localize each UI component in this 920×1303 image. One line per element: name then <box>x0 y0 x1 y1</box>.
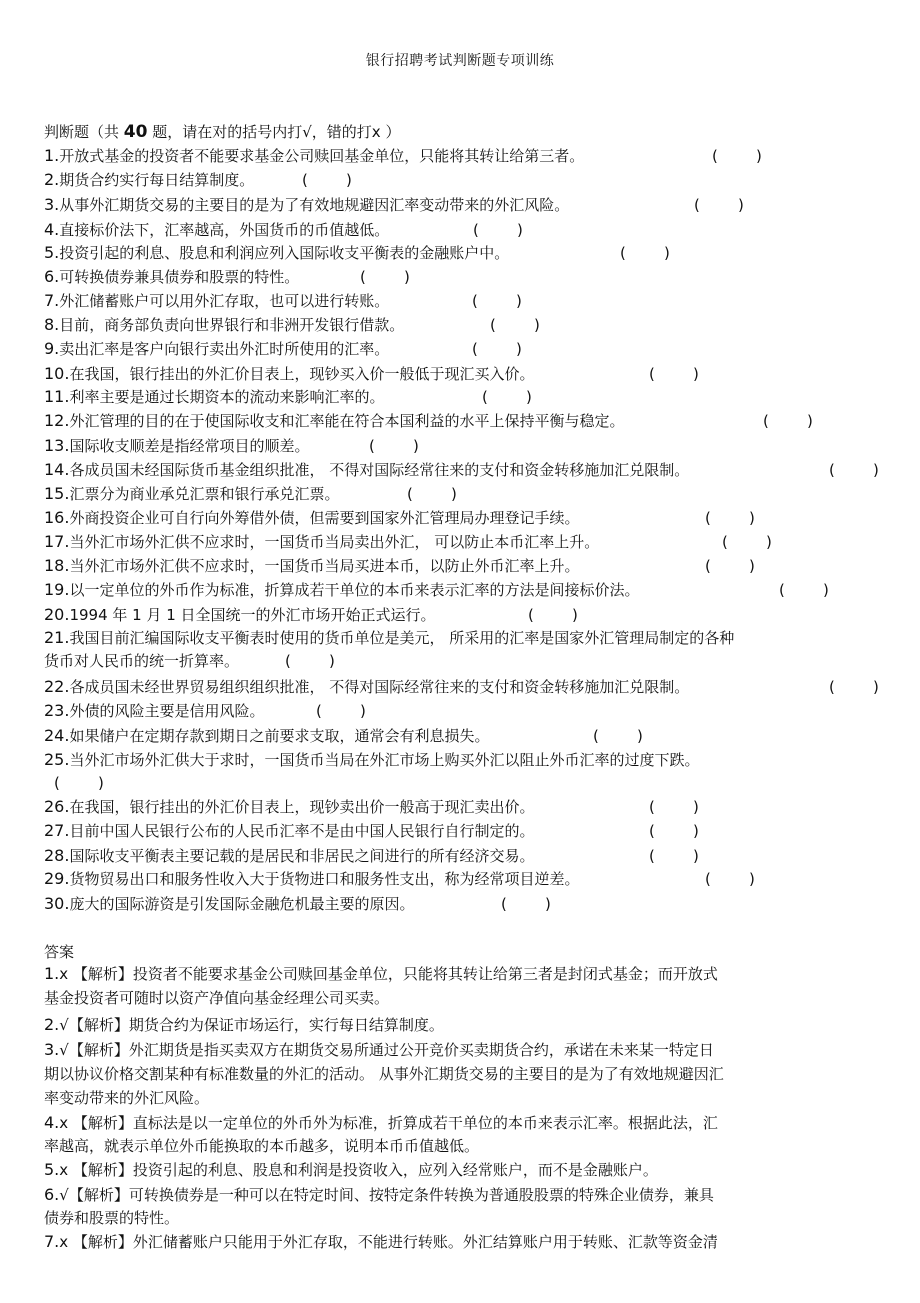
question-number: 18. <box>44 556 70 575</box>
question-text: 目前，商务部负责向世界银行和非洲开发银行借款。 <box>59 316 405 334</box>
question-text: 我国目前汇编国际收支平衡表时使用的货币单位是美元， 所采用的汇率是国家外汇管理局制定的各种 <box>69 629 735 647</box>
question-item <box>44 146 762 166</box>
question-item <box>44 532 772 552</box>
question-item <box>44 556 755 576</box>
question-text: 外汇管理的目的在于使国际收支和汇率能在符合本国利益的水平上保持平衡与稳定。 <box>69 412 625 430</box>
question-text: 当外汇市场外汇供大于求时，一国货币当局在外汇市场上购买外汇以阻止外币汇率的过度下跌。 <box>69 751 700 769</box>
question-text: 外债的风险主要是信用风险。 <box>69 702 265 720</box>
answer-blank[interactable]: ( ) <box>763 412 813 430</box>
question-number: 28. <box>44 846 70 865</box>
answer-blank[interactable]: ( ) <box>285 652 335 670</box>
answer-number: 3. <box>44 1040 60 1059</box>
answer-blank[interactable]: ( ) <box>705 870 755 888</box>
answer-text: 期以协议价格交割某种有标准数量的外汇的活动。 从事外汇期货交易的主要目的是为了有效地规避因汇 <box>44 1065 724 1083</box>
answer-item <box>44 1113 718 1133</box>
document-title: 银行招聘考试判断题专项训练 <box>365 53 555 69</box>
answer-blank[interactable]: ( ) <box>649 847 699 865</box>
answer-blank[interactable]: ( ) <box>712 147 762 165</box>
question-number: 29. <box>44 869 70 888</box>
question-item <box>44 291 522 311</box>
answer-item <box>44 1232 718 1252</box>
question-number: 2. <box>44 170 60 189</box>
question-item <box>44 580 829 600</box>
question-number: 19. <box>44 580 70 599</box>
answer-blank[interactable]: ( ) <box>779 581 829 599</box>
instruction-line <box>44 121 400 142</box>
question-number: 25. <box>44 750 70 769</box>
question-number: 12. <box>44 411 70 430</box>
question-text: 外商投资企业可自行向外筹借外债，但需要到国家外汇管理局办理登记手续。 <box>69 509 580 527</box>
question-number: 22. <box>44 677 70 696</box>
question-item <box>44 508 755 528</box>
answer-item <box>44 964 718 984</box>
answer-text: 基金投资者可随时以资产净值向基金经理公司买卖。 <box>44 989 390 1007</box>
answer-number: 1. <box>44 964 60 983</box>
question-text: 当外汇市场外汇供不应求时，一国货币当局卖出外汇， 可以防止本币汇率上升。 <box>69 533 600 551</box>
question-item <box>44 846 699 866</box>
question-text: 在我国，银行挂出的外汇价目表上，现钞买入价一般低于现汇买入价。 <box>69 365 535 383</box>
answer-item <box>44 1015 444 1035</box>
answer-blank[interactable]: ( ) <box>472 340 522 358</box>
answer-blank[interactable]: ( ) <box>829 678 879 696</box>
question-number: 11. <box>44 387 70 406</box>
question-item <box>44 701 366 721</box>
question-item <box>44 677 879 697</box>
instruction-prefix: 判断题（共 <box>44 123 120 141</box>
question-number: 24. <box>44 726 70 745</box>
answer-item <box>44 1185 714 1205</box>
question-text: 汇票分为商业承兑汇票和银行承兑汇票。 <box>69 485 340 503</box>
question-item <box>44 869 755 889</box>
question-item <box>44 339 522 359</box>
answer-blank[interactable]: ( ) <box>472 292 522 310</box>
question-text: 货币对人民币的统一折算率。 <box>44 652 240 670</box>
answer-blank[interactable]: ( ) <box>593 727 643 745</box>
answer-number: 2. <box>44 1015 60 1034</box>
question-text: 可转换债券兼具债券和股票的特性。 <box>59 268 300 286</box>
question-text: 各成员国未经国际货币基金组织批准， 不得对国际经常往来的支付和资金转移施加汇兑限制。 <box>69 461 690 479</box>
question-number: 26. <box>44 797 70 816</box>
answer-item <box>44 1160 658 1180</box>
answer-blank[interactable]: ( ) <box>473 221 523 239</box>
question-item <box>44 436 419 456</box>
question-number: 3. <box>44 195 60 214</box>
question-item <box>44 750 699 770</box>
question-number: 15. <box>44 484 70 503</box>
question-text: 开放式基金的投资者不能要求基金公司赎回基金单位，只能将其转让给第三者。 <box>59 147 585 165</box>
question-number: 1. <box>44 146 60 165</box>
question-number: 16. <box>44 508 70 527</box>
answer-blank[interactable]: ( ) <box>528 606 578 624</box>
question-number: 8. <box>44 315 60 334</box>
answer-text: √【解析】外汇期货是指买卖双方在期货交易所通过公开竞价买卖期货合约，承诺在未来某一特定日 <box>59 1041 714 1059</box>
question-text: 庞大的国际游资是引发国际金融危机最主要的原因。 <box>69 895 415 913</box>
question-item <box>44 894 551 914</box>
answer-text: 率变动带来的外汇风险。 <box>44 1089 210 1107</box>
instruction-suffix: 题，请在对的括号内打√，错的打x ） <box>152 123 401 141</box>
question-item <box>44 243 670 263</box>
question-number: 5. <box>44 243 60 262</box>
question-item <box>44 364 699 384</box>
answer-item <box>44 1088 209 1108</box>
question-text: 期货合约实行每日结算制度。 <box>59 171 255 189</box>
question-item <box>44 267 410 287</box>
question-text: 在我国，银行挂出的外汇价目表上，现钞卖出价一般高于现汇卖出价。 <box>69 798 535 816</box>
question-number: 20. <box>44 605 70 624</box>
answer-blank[interactable]: ( ) <box>829 461 879 479</box>
answer-blank[interactable]: ( ) <box>649 365 699 383</box>
question-text: 投资引起的利息、股息和利润应列入国际收支平衡表的金融账户中。 <box>59 244 510 262</box>
answer-item <box>44 1208 179 1228</box>
answer-number: 4. <box>44 1113 60 1132</box>
question-text: 卖出汇率是客户向银行卖出外汇时所使用的汇率。 <box>59 340 390 358</box>
question-text: 国际收支平衡表主要记载的是居民和非居民之间进行的所有经济交易。 <box>69 847 535 865</box>
answer-blank[interactable]: ( ) <box>369 437 419 455</box>
question-item <box>44 726 643 746</box>
answer-blank[interactable]: ( ) <box>482 388 532 406</box>
answers-heading: 答案 <box>44 943 75 961</box>
question-text: 货物贸易出口和服务性收入大于货物进口和服务性支出，称为经常项目逆差。 <box>69 870 580 888</box>
question-text: 外汇储蓄账户可以用外汇存取，也可以进行转账。 <box>59 292 390 310</box>
question-text: 从事外汇期货交易的主要目的是为了有效地规避因汇率变动带来的外汇风险。 <box>59 196 570 214</box>
answer-number: 5. <box>44 1160 60 1179</box>
question-item <box>44 220 523 240</box>
answer-item <box>44 1136 479 1156</box>
answer-blank[interactable]: ( ) <box>316 702 366 720</box>
answer-blank[interactable]: ( ) <box>705 509 755 527</box>
answer-blank[interactable]: ( ) <box>54 774 104 792</box>
answer-text: x 【解析】投资者不能要求基金公司赎回基金单位，只能将其转让给第三者是封闭式基金；而开放式 <box>59 965 718 983</box>
question-number: 30. <box>44 894 70 913</box>
answer-text: √【解析】可转换债券是一种可以在特定时间、按特定条件转换为普通股股票的特殊企业债券，兼具 <box>59 1186 714 1204</box>
question-text: 利率主要是通过长期资本的流动来影响汇率的。 <box>69 388 385 406</box>
answer-text: x 【解析】外汇储蓄账户只能用于外汇存取，不能进行转账。外汇结算账户用于转账、汇款等资金清 <box>59 1233 718 1251</box>
question-item <box>44 484 457 504</box>
question-item <box>44 387 532 407</box>
answer-item <box>44 988 389 1008</box>
answer-item <box>44 1064 724 1084</box>
answer-blank[interactable]: ( ) <box>620 244 670 262</box>
question-number: 13. <box>44 436 70 455</box>
question-number: 23. <box>44 701 70 720</box>
question-number: 4. <box>44 220 60 239</box>
answer-text: 率越高，就表示单位外币能换取的本币越多，说明本币币值越低。 <box>44 1137 480 1155</box>
answer-blank[interactable]: ( ) <box>501 895 551 913</box>
question-item <box>44 628 734 648</box>
question-text: 当外汇市场外汇供不应求时，一国货币当局买进本币，以防止外币汇率上升。 <box>69 557 580 575</box>
answer-blank[interactable]: ( ) <box>705 557 755 575</box>
question-number: 21. <box>44 628 70 647</box>
answer-blank[interactable]: ( ) <box>722 533 772 551</box>
question-number: 10. <box>44 364 70 383</box>
answer-text: x 【解析】直标法是以一定单位的外币外为标准，折算成若干单位的本币来表示汇率。根据此法，汇 <box>59 1114 718 1132</box>
question-text: 目前中国人民银行公布的人民币汇率不是由中国人民银行自行制定的。 <box>69 822 535 840</box>
question-item <box>44 821 699 841</box>
answer-blank[interactable]: ( ) <box>649 798 699 816</box>
question-text: 直接标价法下，汇率越高，外国货币的币值越低。 <box>59 221 390 239</box>
question-item <box>44 195 744 215</box>
answer-blank[interactable]: ( ) <box>649 822 699 840</box>
question-item <box>44 411 813 431</box>
answer-text: √【解析】期货合约为保证市场运行，实行每日结算制度。 <box>59 1016 444 1034</box>
question-item <box>44 315 540 335</box>
question-number: 6. <box>44 267 60 286</box>
question-item <box>44 605 578 625</box>
question-number: 27. <box>44 821 70 840</box>
answer-text: x 【解析】投资引起的利息、股息和利润是投资收入，应列入经常账户，而不是金融账户。 <box>59 1161 658 1179</box>
question-text: 以一定单位的外币作为标准，折算成若干单位的本币来表示汇率的方法是间接标价法。 <box>69 581 640 599</box>
question-text: 国际收支顺差是指经常项目的顺差。 <box>69 437 310 455</box>
answer-blank[interactable]: ( ) <box>490 316 540 334</box>
answer-blank[interactable]: ( ) <box>407 485 457 503</box>
question-number: 9. <box>44 339 60 358</box>
answer-text: 债券和股票的特性。 <box>44 1209 180 1227</box>
question-text: 1994 年 1 月 1 日全国统一的外汇市场开始正式运行。 <box>69 606 436 624</box>
question-text: 如果储户在定期存款到期日之前要求支取，通常会有利息损失。 <box>69 727 490 745</box>
answer-blank[interactable]: ( ) <box>694 196 744 214</box>
question-text: 各成员国未经世界贸易组织组织批准， 不得对国际经常往来的支付和资金转移施加汇兑限制。 <box>69 678 690 696</box>
question-number: 7. <box>44 291 60 310</box>
question-item <box>44 460 879 480</box>
answer-number: 7. <box>44 1232 60 1251</box>
answer-number: 6. <box>44 1185 60 1204</box>
answer-blank[interactable]: ( ) <box>360 268 410 286</box>
question-item <box>44 170 352 190</box>
question-count: 40 <box>123 122 148 142</box>
answer-blank[interactable]: ( ) <box>302 171 352 189</box>
question-number: 14. <box>44 460 70 479</box>
answer-item <box>44 1040 714 1060</box>
question-item <box>44 651 335 671</box>
question-item <box>44 797 699 817</box>
question-number: 17. <box>44 532 70 551</box>
